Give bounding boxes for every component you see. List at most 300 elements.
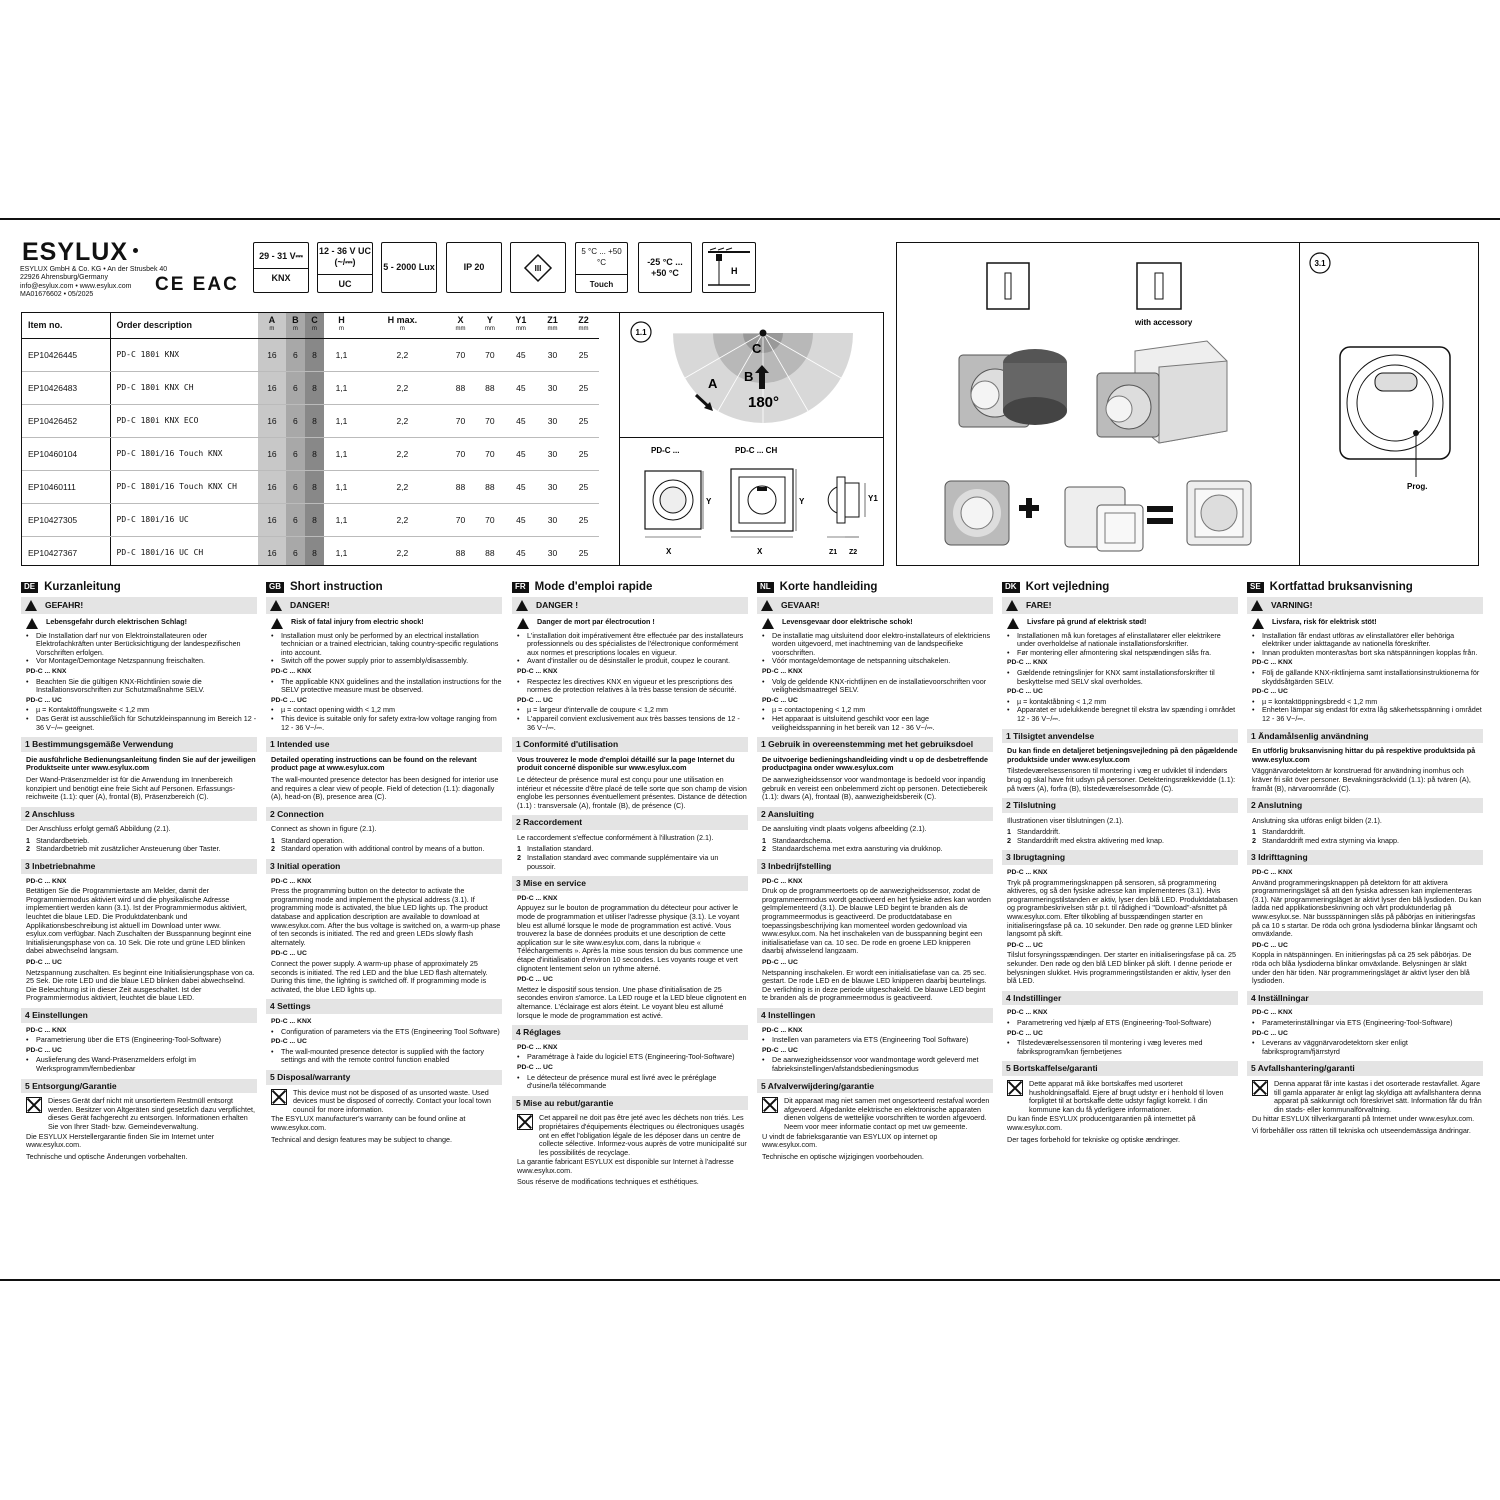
section-text: The ESYLUX manufacturer's warranty can be found online at www.esylux.com. (271, 1114, 466, 1132)
table-row (22, 503, 599, 536)
spec-label: UC (318, 274, 372, 290)
svg-text:Y: Y (706, 497, 712, 506)
bullet-item: • Die Installation darf nur von Elektroinstallateuren oder Elektrofachkräften unter Berücksichtigung der landespezifischen Vorschriften erfolgen. (26, 632, 257, 658)
svg-text:X: X (666, 547, 672, 556)
column-unit: mm (455, 326, 466, 333)
table-cell: 2,2 (359, 536, 446, 566)
table-cell: 70 (446, 503, 475, 536)
table-cell: EP10460111 (22, 470, 110, 503)
item-text: Standard operation. (281, 835, 345, 845)
table-cell: 8 (305, 536, 324, 566)
section-text: Connect the power supply. A warm-up phase of approximately 25 seconds is initiated. The red LED and the blue LED flash alternately. During this time, the lighting is switched off. If programming mode is activated, the blue LED lights up. (271, 959, 488, 994)
bullet-item: • Parameterinställningar via ETS (Engineering-Tool-Software) (1252, 1019, 1483, 1028)
numbered-item (1007, 837, 1238, 846)
danger-label: GEVAAR! (781, 599, 820, 610)
language-title: Kort vejledning (1025, 581, 1110, 593)
column-header (324, 313, 359, 338)
warning-line (26, 618, 257, 629)
language-column-fr (512, 582, 748, 1190)
bullet-item: • The applicable KNX guidelines and the installation instructions for the SELV protective measure must be observed. (271, 678, 502, 695)
bullet-item: • Följ de gällande KNX-riktlinjerna samt installationsinstruktionerna för skyddsåtgärden SELV. (1252, 669, 1483, 686)
section-text: Koppla in nätspänningen. En initieringsfas på ca 25 sek påbörjas. De röda och blåa lysdioderna blinkar omväxlande. Belysningen är släkt under den här tiden. När programmeringsläget är aktivt lyser den blå lysdioden. (1252, 950, 1472, 986)
table-cell: 6 (286, 503, 305, 536)
warning-line (1007, 618, 1238, 629)
svg-text:Y1: Y1 (868, 494, 878, 503)
section-text: Tryk på programmeringsknappen på sensoren, så programmering aktiveres, og så den fysiske adresse kan implementeres (3.1). Hvis programmeringstilstanden er aktiv, lyser den blå LED. Produktdatabasen og programbeskrivelsen står p.t. til rådighed i "Download"-afsnittet på www.esylux.com. Efter tilkobling af busspændingen starter en initialiseringsfase på ca. 10 sekunder. Den røde og grønne LED blinker langsomt på skift. (1007, 877, 1238, 939)
disposal-block (26, 1097, 257, 1131)
table-cell: 25 (568, 371, 599, 404)
bullet-item: • µ = contactopening < 1,2 mm (762, 706, 993, 715)
section-heading: 5 Disposal/warranty (266, 1070, 502, 1085)
bullet-item: • Parametrierung über die ETS (Engineering-Tool-Software) (26, 1036, 257, 1045)
danger-label: DANGER ! (536, 599, 579, 610)
bullet-item: • Das Gerät ist ausschließlich für Schutzkleinspannung im Bereich 12 - 36 V~/⎓ geeignet. (26, 715, 257, 732)
bullet-item: • Auslieferung des Wand-Präsenzmelders erfolgt im Werksprogramm/fernbedienbar (26, 1056, 257, 1073)
danger-label: FARE! (1026, 599, 1052, 610)
variant-label: PD-C ... KNX (26, 667, 67, 675)
bullet-item: • Configuration of parameters via the ETS (Engineering Tool Software) (271, 1028, 502, 1037)
column-label: Z1 (547, 315, 558, 326)
section-heading: 4 Instellingen (757, 1008, 993, 1023)
table-cell: EP10426483 (22, 371, 110, 404)
danger-bar (266, 597, 502, 614)
section-text: La garantie fabricant ESYLUX est disponible sur Internet à l'adresse www.esylux.com. (517, 1157, 734, 1175)
section-text: Technische en optische wijzigingen voorbehouden. (762, 1151, 924, 1161)
table-cell: 2,2 (359, 338, 446, 371)
section-bold-text: Du kan finde en detaljeret betjeningsvejledning på den pågældende produktside under www.esylux.com (1007, 746, 1238, 764)
section-text: Appuyez sur le bouton de programmation du détecteur pour activer le mode de programmation et utiliser l'adresse physique (3.1). Le voyant bleu est allumé lorsque le mode de programmation est activé. Vous trouverez la base de données produits et une description de cette application sur le site www.esylux.com, dans la rubrique « Téléchargements ». Après la mise sous tension du bus commence une étape d'initialisation d'environ 10 secondes. Les voyants rouge et vert clignotent lentement selon un rythme alterné. (517, 903, 743, 973)
dimension-drawings (621, 439, 884, 566)
column-label: Y1 (515, 315, 527, 326)
product-table-panel (21, 312, 884, 566)
item-number: 2 (762, 844, 766, 854)
column-label: X (457, 315, 464, 326)
item-text: Installation standard avec commande supplémentaire via un poussoir. (527, 853, 719, 871)
svg-text:III: III (534, 263, 542, 273)
numbered-item (762, 845, 993, 854)
variant-label: PD-C ... UC (1007, 1029, 1043, 1037)
warning-text: Levensgevaar door elektrische schok! (782, 616, 913, 626)
table-cell: 2,2 (359, 503, 446, 536)
table-cell: 1,1 (324, 503, 359, 536)
bullet-item: • Installationen må kun foretages af elinstallatører eller elektrikere under overholdelse af nationale installationsforskrifter. (1007, 632, 1238, 649)
section-text: Vi förbehåller oss rätten till tekniska och utseendemässiga ändringar. (1252, 1125, 1471, 1135)
crossed-bin-icon (271, 1089, 287, 1105)
programming-button-figure (1300, 243, 1478, 565)
variant-label: PD-C ... KNX (1252, 659, 1293, 667)
spec-knx-voltage (253, 242, 309, 293)
section-heading: 4 Indstillinger (1002, 991, 1238, 1006)
table-cell: 16 (258, 404, 286, 437)
language-code: NL (757, 582, 774, 593)
svg-text:3.1: 3.1 (1314, 259, 1326, 268)
section-text: Väggnärvarodetektorn är konstruerad för användning inomhus och kräver fri sikt över personer. Bevakningsräckvidd (1.1): på tvären (A), framåt (B), närvaroområde (C). (1252, 766, 1471, 793)
danger-bar (21, 597, 257, 614)
electric-warning-icon (517, 618, 529, 629)
language-code: GB (266, 582, 284, 593)
table-row (22, 470, 599, 503)
bullet-item: • Het apparaat is uitsluitend geschikt voor een lage veiligheidsspanning in het bereik van 12 - 36 V~/⎓. (762, 715, 993, 732)
address-line: ESYLUX GmbH & Co. KG • An der Strusbek 40 (20, 266, 168, 273)
disposal-block (517, 1114, 748, 1157)
table-cell: 6 (286, 536, 305, 566)
section-text: Netzspannung zuschalten. Es beginnt eine Initialisierungsphase von ca. 25 Sek. Die rote LED und die blaue LED blinken dabei abwechselnd. Die Beleuchtung ist in dieser Zeit ausgeschaltet. Ist der Programmiermodus aktiviert, leuchtet die blaue LED. (26, 967, 255, 1003)
item-number: 2 (517, 853, 521, 863)
table-cell: 25 (568, 503, 599, 536)
column-header (286, 313, 305, 338)
certification-marks: CE EAC (155, 274, 239, 295)
svg-text:Z1: Z1 (829, 549, 838, 556)
danger-bar (1247, 597, 1483, 614)
warning-icon (1251, 600, 1263, 611)
section-heading: 4 Settings (266, 999, 502, 1014)
table-cell: 16 (258, 536, 286, 566)
divider (619, 437, 884, 438)
section-heading: 4 Réglages (512, 1025, 748, 1040)
section-text: Betätigen Sie die Programmiertaste am Melder, damit der Programmiermodus aktiviert wird und die physikalische Adresse implementiert werden kann (3.1). Ist der Programmiermodus aktiviert, leuchtet die blaue LED. Die Produktdatenbank und Applikationsbeschreibung ist aktuell im Download unter www. esylux.com verfügbar. Nach Zuschalten der Busspannung beginnt eine Initialisierungsphase von ca. 10 Sek. Die rote und grüne LED blinken dabei abwechselnd langsam. (26, 886, 252, 956)
table-cell: 8 (305, 371, 324, 404)
variant-label: PD-C ... UC (1007, 688, 1043, 696)
table-cell: 2,2 (359, 437, 446, 470)
column-header (359, 313, 446, 338)
table-cell: 6 (286, 470, 305, 503)
warning-line (517, 618, 748, 629)
section-text: Le raccordement s'effectue conformément à l'illustration (2.1). (517, 832, 714, 842)
warning-text: Danger de mort par électrocution ! (537, 616, 655, 626)
table-cell: 1,1 (324, 536, 359, 566)
table-row (22, 404, 599, 437)
bullet-item: • De aanwezigheidssensor voor wandmontage wordt geleverd met fabrieksinstellingen/afstandsbedieningsmodus (762, 1056, 993, 1073)
variant-label: PD-C ... KNX (1007, 659, 1048, 667)
section-text: Netspanning inschakelen. Er wordt een initialisatiefase van ca. 25 sec. gestart. De rode LED en de blauwe LED knipperen daarbij beurtelings. De verlichting is in deze periode uitgeschakeld. De blauwe LED begint te branden als de programmeermodus is geactiveerd. (762, 967, 987, 1003)
electric-warning-icon (26, 618, 38, 629)
variant-label: PD-C ... KNX (271, 877, 312, 885)
section-heading: 5 Avfallshantering/garanti (1247, 1061, 1483, 1076)
table-cell: 88 (475, 371, 504, 404)
language-title: Mode d'emploi rapide (534, 581, 653, 593)
spec-mounting-height (702, 242, 756, 293)
section-heading: 5 Entsorgung/Garantie (21, 1079, 257, 1094)
section-text: Die ESYLUX Herstellergarantie finden Sie im Internet unter www.esylux.com. (26, 1131, 215, 1150)
instruction-sheet (0, 218, 1500, 1281)
language-title: Kurzanleitung (44, 581, 121, 593)
spec-touch-temp (575, 242, 628, 293)
spec-label: Touch (576, 274, 627, 290)
svg-text:B: B (744, 369, 754, 384)
disposal-text: Denna apparat får inte kastas i det osorterade restavfallet. Ägare till gamla apparater är enligt lag skyldiga att avfallshantera denna apparat på sakkunnigt och föreskrivet sätt. Information får du från din stads- eller kommunalförvaltning. (1274, 1078, 1482, 1114)
language-header (266, 582, 502, 593)
numbered-item (271, 845, 502, 854)
variant-label: PD-C ... UC (517, 976, 553, 984)
table-cell: 30 (537, 404, 568, 437)
table-cell: EP10426452 (22, 404, 110, 437)
item-text: Standardbetrieb mit zusätzlicher Ansteuerung über Taster. (36, 844, 221, 854)
variant-label: PD-C ... KNX (1252, 869, 1293, 877)
table-row (22, 371, 599, 404)
spec-temperature (638, 242, 692, 293)
table-row (22, 437, 599, 470)
bullet-item: • µ = kontaktöppningsbredd < 1,2 mm (1252, 698, 1483, 707)
warning-text: Risk of fatal injury from electric shock! (291, 616, 424, 626)
warning-text: Livsfare på grund af elektrisk stød! (1027, 616, 1147, 626)
address-line: 22926 Ahrensburg/Germany (20, 274, 108, 282)
item-text: Standarddrift med extra styrning via knapp. (1262, 835, 1400, 845)
divider (619, 313, 620, 566)
item-text: Standaardschema. (772, 835, 833, 845)
numbered-item (26, 845, 257, 854)
table-cell: 2,2 (359, 470, 446, 503)
address-block (20, 266, 167, 300)
spec-value: IP 20 (463, 262, 485, 272)
disposal-block (271, 1089, 502, 1115)
language-code: DK (1002, 582, 1020, 593)
item-number: 2 (26, 844, 30, 854)
table-cell: PD-C 180i/16 UC (110, 503, 258, 536)
table-cell: 8 (305, 470, 324, 503)
bullet-item: • µ = largeur d'intervalle de coupure < 1,2 mm (517, 706, 748, 715)
table-cell: PD-C 180i/16 Touch KNX (110, 437, 258, 470)
language-header (1002, 582, 1238, 593)
spec-value: 12 - 36 V UC (~/⎓) (318, 245, 372, 267)
crossed-bin-icon (517, 1114, 533, 1130)
table-cell: 88 (446, 371, 475, 404)
column-unit: mm (547, 326, 558, 333)
variant-label: PD-C ... KNX (271, 667, 312, 675)
installation-figures-panel (896, 242, 1479, 566)
variant-label: PD-C ... UC (26, 1046, 62, 1054)
crossed-bin-icon (762, 1097, 778, 1113)
numbered-item (517, 854, 748, 871)
language-title: Korte handleiding (779, 581, 878, 593)
svg-text:H: H (731, 265, 738, 276)
svg-text:PD-C ...: PD-C ... (651, 446, 680, 455)
bullet-item: • Respectez les directives KNX en vigueur et les prescriptions des normes de protection relatives à la très basse tension de sécurité. (517, 678, 748, 695)
electric-warning-icon (1007, 618, 1019, 629)
section-text: De aansluiting vindt plaats volgens afbeelding (2.1). (762, 824, 927, 834)
table-cell: 1,1 (324, 338, 359, 371)
item-number: 2 (271, 844, 275, 854)
variant-label: PD-C ... KNX (1007, 869, 1048, 877)
bullet-item: • Installation får endast utföras av elinstallatörer eller behöriga elektriker under iakttagande av nationella föreskrifter. (1252, 632, 1483, 649)
section-text: De aanwezigheidssensor voor wandmontage is bedoeld voor inpandig gebruik en vereist een onbelemmerd zicht op personen. Detectiebereik (1.1): dwars (A), frontaal (B), aanwezigheidsbereik (C). (762, 774, 988, 802)
item-text: Standardbetrieb. (36, 835, 90, 845)
table-row (22, 536, 599, 566)
section-text: Du kan finde ESYLUX producentgarantien på internettet på www.esylux.com. (1007, 1114, 1196, 1132)
section-text: Illustrationen viser tilslutningen (2.1). (1007, 815, 1124, 825)
column-unit: mm (515, 326, 526, 333)
variant-label: PD-C ... UC (517, 696, 553, 704)
bullet-item: • Vor Montage/Demontage Netzspannung freischalten. (26, 657, 257, 666)
variant-label: PD-C ... KNX (517, 894, 558, 902)
language-code: SE (1247, 582, 1264, 593)
column-unit: m (292, 326, 298, 333)
variant-label: PD-C ... KNX (517, 1043, 558, 1051)
svg-text:C: C (752, 341, 762, 356)
table-cell: 1,1 (324, 470, 359, 503)
logo-dot-icon (133, 248, 138, 253)
disposal-text: Dette apparat må ikke bortskaffes med usorteret husholdningsaffald. Ejere af brugt udstyr er i henhold til loven forpligtet til at bortskaffe dette udstyr fagligt korrekt. I din kommune kan du få yderligere informationer. (1029, 1078, 1224, 1114)
address-line: MA01676602 • 05/2025 (20, 291, 94, 299)
table-cell: 6 (286, 437, 305, 470)
electric-warning-icon (762, 618, 774, 629)
section-heading: 3 Initial operation (266, 859, 502, 874)
section-text: Sous réserve de modifications techniques et esthétiques. (517, 1177, 699, 1187)
warning-line (271, 618, 502, 629)
table-cell: 16 (258, 371, 286, 404)
language-column-de (21, 582, 257, 1164)
table-cell: 8 (305, 404, 324, 437)
table-cell: EP10427367 (22, 536, 110, 566)
crossed-bin-icon (1252, 1080, 1268, 1096)
table-row (22, 338, 599, 371)
table-cell: 6 (286, 338, 305, 371)
section-heading: 2 Aansluiting (757, 807, 993, 822)
detection-range-figure (621, 315, 884, 437)
table-cell: PD-C 180i/16 UC CH (110, 536, 258, 566)
mounting-height-icon (706, 247, 752, 289)
table-cell: 45 (505, 338, 537, 371)
spec-label: KNX (254, 268, 308, 284)
table-cell: 25 (568, 536, 599, 566)
table-cell: 70 (446, 404, 475, 437)
item-text: Standard operation with additional control by means of a button. (281, 844, 485, 854)
column-unit: m (269, 326, 275, 333)
section-heading: 4 Einstellungen (21, 1008, 257, 1023)
section-bold-text: En utförlig bruksanvisning hittar du på respektive produktsida på www.esylux.com (1252, 746, 1476, 764)
danger-bar (1002, 597, 1238, 614)
section-heading: 2 Anslutning (1247, 798, 1483, 813)
svg-text:180°: 180° (748, 394, 780, 411)
item-text: Installation standard. (527, 844, 594, 854)
item-number: 2 (1252, 835, 1256, 845)
variant-label: PD-C ... UC (271, 1038, 307, 1046)
crossed-bin-icon (26, 1097, 42, 1113)
bullet-item: • µ = Kontaktöffnungsweite < 1,2 mm (26, 706, 257, 715)
table-cell: 25 (568, 470, 599, 503)
svg-text:Z2: Z2 (849, 549, 858, 556)
warning-icon (761, 600, 773, 611)
section-text: Der Anschluss erfolgt gemäß Abbildung (2.1). (26, 824, 171, 834)
spec-value: 5 - 2000 Lux (383, 262, 435, 272)
warning-line (1252, 618, 1483, 629)
table-cell: 6 (286, 404, 305, 437)
item-number: 1 (517, 844, 521, 854)
warning-text: Livsfara, risk för elektrisk stöt! (1272, 616, 1377, 626)
bullet-item: • This device is suitable only for safety extra-low voltage ranging from 12 - 36 V~/⎓. (271, 715, 502, 732)
table-cell: 30 (537, 470, 568, 503)
column-label: B (292, 315, 299, 326)
table-cell: 88 (475, 536, 504, 566)
section-text: Mettez le dispositif sous tension. Une phase d'initialisation de 25 secondes environ s'amorce. La LED rouge et la LED bleue clignotent en alternance. L'éclairage est alors éteint. Le voyant bleu est allumé lorsque le mode de programmation est activé. (517, 984, 747, 1020)
disposal-text: Cet appareil ne doit pas être jeté avec les déchets non triés. Les propriétaires d'équipements électriques ou électroniques usagés ont en effet l'obligation légale de les déposer dans un centre de collecte sélective. Informez-vous auprès de votre municipalité sur les possibilités de recyclage. (539, 1113, 747, 1157)
variant-label: PD-C ... KNX (1252, 1009, 1293, 1017)
section-bold-text: Vous trouverez le mode d'emploi détaillé sur la page Internet du produit concerné disponible sur www.esylux.com (517, 754, 735, 773)
bullet-item: • L'appareil convient exclusivement aux très basses tensions de 12 - 36 V~/⎓. (517, 715, 748, 732)
table-cell: 2,2 (359, 371, 446, 404)
warning-icon (1006, 600, 1018, 611)
disposal-block (1007, 1080, 1238, 1114)
section-text: Technical and design features may be subject to change. (271, 1134, 452, 1144)
table-cell: 30 (537, 437, 568, 470)
variant-label: PD-C ... KNX (26, 877, 67, 885)
section-text: Tilstedeværelsessensoren til montering i væg er udviklet til indendørs brug og skal have frit udsyn på personer. Detekteringsrækkevidde (1.1): på tværs (A), forfra (B), tilstedeværelsesområde (C). (1007, 766, 1236, 793)
table-cell: 45 (505, 470, 537, 503)
section-bold-text: Die ausführliche Bedienungsanleitung finden Sie auf der jeweiligen Produktseite unter www.esylux.com (26, 754, 256, 773)
section-heading: 1 Tilsigtet anvendelse (1002, 729, 1238, 744)
variant-label: PD-C ... UC (1007, 941, 1043, 949)
warning-icon (25, 600, 37, 611)
svg-text:1.1: 1.1 (635, 328, 647, 337)
column-label: H (338, 315, 345, 326)
danger-label: DANGER! (290, 599, 330, 610)
item-number: 1 (1007, 827, 1011, 837)
language-header (21, 582, 257, 593)
variant-label: PD-C ... KNX (762, 877, 803, 885)
table-cell: PD-C 180i KNX CH (110, 371, 258, 404)
table-cell: 1,1 (324, 371, 359, 404)
section-text: Technische und optische Änderungen vorbehalten. (26, 1151, 188, 1161)
disposal-block (1252, 1080, 1483, 1114)
danger-bar (512, 597, 748, 614)
warning-text: Lebensgefahr durch elektrischen Schlag! (46, 616, 187, 626)
bullet-item: • Paramétrage à l'aide du logiciel ETS (Engineering-Tool-Software) (517, 1053, 748, 1062)
spec-uc-voltage (317, 242, 373, 293)
svg-text:PD-C ... CH: PD-C ... CH (735, 446, 778, 455)
bullet-item: • µ = contact opening width < 1,2 mm (271, 706, 502, 715)
column-header (568, 313, 599, 338)
spec-ip (446, 242, 502, 293)
warning-icon (270, 600, 282, 611)
svg-text:Y: Y (799, 497, 805, 506)
variant-label: PD-C ... UC (1252, 688, 1288, 696)
language-column-gb (266, 582, 502, 1147)
section-text: Använd programmeringsknappen på detektorn för att aktivera programmeringsläget så att den fysiska adressen kan implementeras (3.1). När programmeringsläget är aktivt lyser den blå lysdioden. Du kan ladda ned applikationsbeskrivning och vårt produktunderlag på www.esylux.se. När bussspänningen slås på påbörjas en initieringsfas på ca 10 s startar. De röda och gröna lysdioderna blinkar långsamt och omväxlande. (1252, 877, 1482, 939)
mounting-illustration (897, 243, 1299, 565)
electric-warning-icon (1252, 618, 1264, 629)
section-heading: 3 Idrifttagning (1247, 850, 1483, 865)
bullet-item: • Installation must only be performed by an electrical installation technician or a trained electrician, taking country-specific regulations into account. (271, 632, 502, 658)
section-heading: 1 Ändamålsenlig användning (1247, 729, 1483, 744)
table-cell: EP10427305 (22, 503, 110, 536)
warning-line (762, 618, 993, 629)
item-number: 2 (1007, 835, 1011, 845)
section-heading: 3 Inbetriebnahme (21, 859, 257, 874)
item-number: 1 (762, 835, 766, 845)
bullet-item: • Avant d'installer ou de désinstaller le produit, coupez le courant. (517, 657, 748, 666)
table-cell: 30 (537, 536, 568, 566)
column-header (446, 313, 475, 338)
section-heading: 1 Conformité d'utilisation (512, 737, 748, 752)
table-cell: 25 (568, 338, 599, 371)
section-text: Le détecteur de présence mural est conçu pour une utilisation en intérieur et nécessite d'être placé de telle sorte que son champ de vision englobe les personnes éventuellement présentes. Distance de détection (1.1) : transversale (A), frontale (B), de présence (C). (517, 774, 747, 810)
warning-icon (516, 600, 528, 611)
danger-bar (757, 597, 993, 614)
variant-label: PD-C ... UC (1252, 1029, 1288, 1037)
bullet-item: • Enheten lämpar sig endast för extra låg säkerhetsspänning i området 12 - 36 V~/⎓. (1252, 706, 1483, 723)
item-text: Standarddrift. (1017, 827, 1061, 837)
section-heading: 2 Tilslutning (1002, 798, 1238, 813)
section-heading: 3 Mise en service (512, 876, 748, 891)
table-cell: 88 (475, 470, 504, 503)
numbered-item (1252, 837, 1483, 846)
language-code: DE (21, 582, 38, 593)
spec-value: 5 °C ... +50 °C (581, 246, 622, 267)
bullet-item: • Vóór montage/demontage de netspanning uitschakelen. (762, 657, 993, 666)
column-label: H max. (387, 315, 418, 326)
section-text: Press the programming button on the detector to activate the programming mode and implement the physical address (3.1). If programming mode is activated, the blue LED lights up. The product database and application description are available to download at www.esylux.com. After the bus voltage is switched on, a warm-up phase of ten seconds is initiated. The red and green LEDs slowly flash alternately. (271, 886, 501, 947)
table-cell: 25 (568, 437, 599, 470)
language-title: Kortfattad bruksanvisning (1269, 581, 1413, 593)
